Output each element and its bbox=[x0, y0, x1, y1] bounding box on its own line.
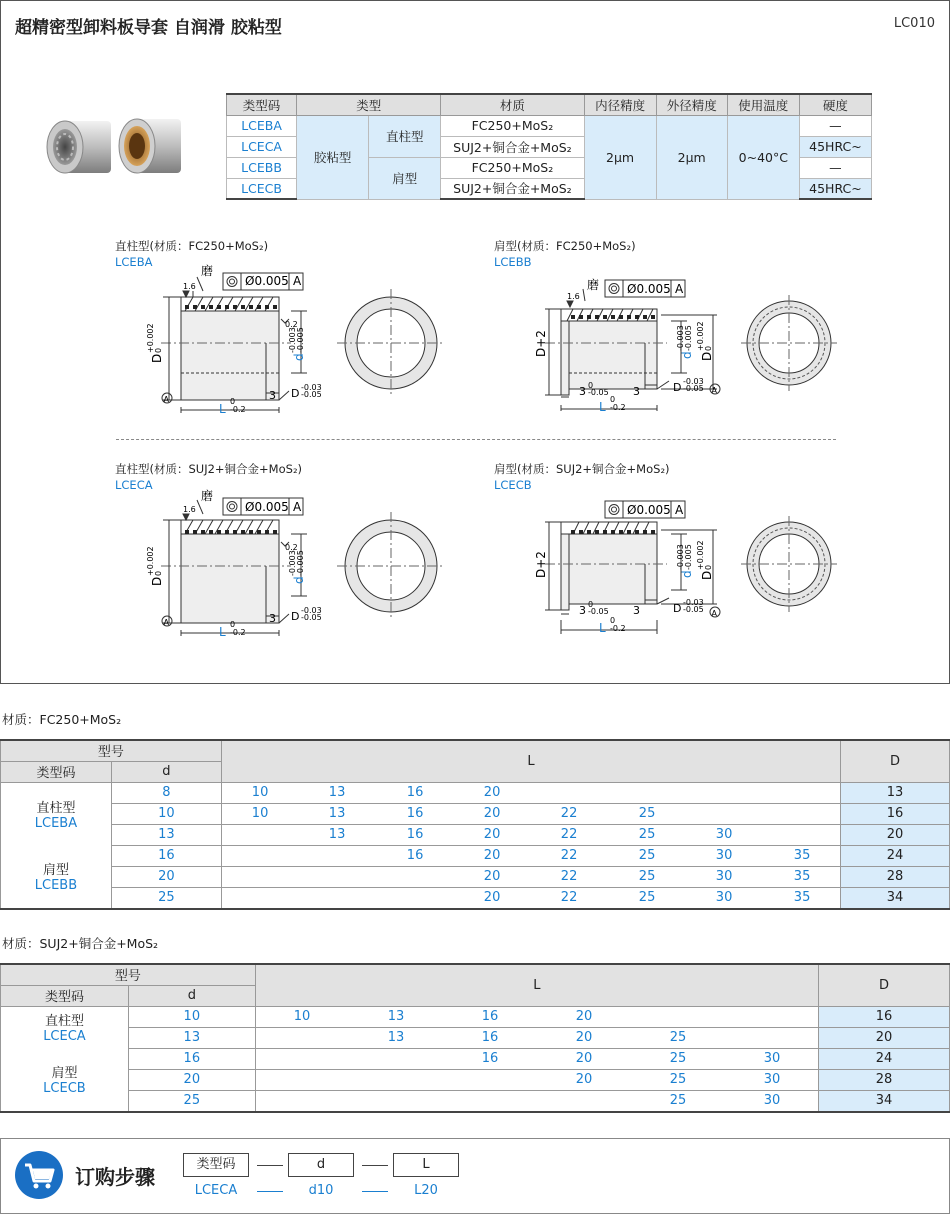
dim-D-lower: 0 bbox=[704, 345, 713, 351]
spec-table bbox=[226, 93, 872, 200]
dim-D-end-upper: -0.03 bbox=[683, 598, 704, 607]
L-value: 30 bbox=[763, 1050, 781, 1066]
dim-d-lower: -0.005 bbox=[684, 544, 693, 570]
dim-D-upper: +0.002 bbox=[696, 540, 705, 570]
order-steps bbox=[0, 1138, 950, 1214]
type-group bbox=[1, 845, 112, 909]
roughness-label: 1.6 bbox=[567, 292, 580, 301]
L-value: 35 bbox=[793, 868, 811, 884]
product-photo bbox=[43, 113, 193, 183]
L-value: 25 bbox=[638, 847, 656, 863]
hdr-model: 型号 bbox=[1, 740, 222, 761]
drawing-title: 肩型(材质：FC250+MoS₂) bbox=[494, 239, 636, 253]
L-value: 20 bbox=[483, 847, 501, 863]
L-values bbox=[221, 782, 840, 803]
L-value: 20 bbox=[575, 1029, 593, 1045]
geo-tolerance: Ø0.005 bbox=[245, 274, 289, 288]
D-value: 16 bbox=[819, 1006, 950, 1027]
page-code: LC010 bbox=[893, 16, 935, 31]
hdr-L: L bbox=[221, 740, 840, 782]
D-value: 16 bbox=[841, 803, 950, 824]
order-field-L: L bbox=[393, 1153, 459, 1177]
spec-header: 硬度 bbox=[799, 94, 871, 115]
geo-tolerance: Ø0.005 bbox=[627, 282, 671, 296]
order-field-d: d bbox=[288, 1153, 354, 1177]
spec-hardness: 45HRC~ bbox=[799, 136, 871, 157]
hdr-d: d bbox=[111, 761, 221, 782]
L-value: 25 bbox=[638, 868, 656, 884]
geo-tolerance: Ø0.005 bbox=[245, 500, 289, 514]
L-value: 16 bbox=[406, 805, 424, 821]
D-value: 20 bbox=[819, 1027, 950, 1048]
L-value: 20 bbox=[575, 1050, 593, 1066]
L-values bbox=[221, 824, 840, 845]
dim-L-upper: 0 bbox=[610, 616, 616, 625]
order-separator bbox=[362, 1165, 388, 1166]
hdr-model: 型号 bbox=[1, 964, 256, 985]
L-value: 35 bbox=[793, 847, 811, 863]
spec-material: FC250+MoS₂ bbox=[441, 157, 584, 178]
type-name: 直柱型 bbox=[36, 800, 76, 816]
dim-3: 3 bbox=[269, 612, 276, 625]
drawing-divider bbox=[116, 439, 836, 440]
L-values bbox=[221, 845, 840, 866]
order-example-type-code: LCECA bbox=[194, 1183, 238, 1198]
dim-3: 3 bbox=[633, 604, 640, 617]
spec-header: 使用温度 bbox=[727, 94, 799, 115]
dim-L-lower: -0.2 bbox=[230, 405, 246, 414]
dim-D: D bbox=[150, 353, 164, 363]
L-value: 35 bbox=[793, 889, 811, 905]
drawing-title: 肩型(材质：SUJ2+铜合金+MoS₂) bbox=[494, 462, 670, 476]
drawing-shoulder-1 bbox=[521, 263, 841, 423]
dim-D-end-upper: -0.03 bbox=[683, 377, 704, 386]
d-value: 8 bbox=[111, 782, 221, 803]
type-name: 肩型 bbox=[51, 1066, 78, 1082]
dim-L: L bbox=[599, 400, 606, 414]
L-value: 30 bbox=[715, 889, 733, 905]
dim-L: L bbox=[599, 621, 606, 635]
spec-material: FC250+MoS₂ bbox=[441, 115, 584, 136]
dim-d-upper: -0.003 bbox=[676, 544, 685, 570]
drawing-straight-1 bbox=[141, 263, 471, 423]
L-value: 13 bbox=[328, 805, 346, 821]
dim-D-end: D bbox=[673, 381, 682, 394]
spec-type-sub: 直柱型 bbox=[369, 115, 441, 157]
spec-header: 材质 bbox=[441, 94, 584, 115]
D-value: 34 bbox=[841, 887, 950, 909]
L-value: 25 bbox=[669, 1029, 687, 1045]
spec-row bbox=[227, 115, 872, 136]
dim-L-upper: 0 bbox=[230, 397, 236, 406]
d-value: 10 bbox=[111, 803, 221, 824]
L-values bbox=[255, 1069, 818, 1090]
type-code: LCECB bbox=[43, 1081, 86, 1097]
dim-D-end: D bbox=[291, 387, 300, 400]
L-value: 30 bbox=[763, 1071, 781, 1087]
L-value: 16 bbox=[481, 1029, 499, 1045]
dim-D-end-lower: -0.05 bbox=[683, 605, 704, 614]
grind-label: 磨 bbox=[201, 489, 214, 503]
D-value: 13 bbox=[841, 782, 950, 803]
dim-d-lower: -0.005 bbox=[684, 325, 693, 351]
L-value: 22 bbox=[560, 805, 578, 821]
dim-D-lower: 0 bbox=[704, 564, 713, 570]
D-value: 24 bbox=[819, 1048, 950, 1069]
order-example-separator bbox=[362, 1191, 388, 1192]
dim-D-upper: +0.002 bbox=[696, 321, 705, 351]
datum-marker: A bbox=[163, 618, 169, 627]
size-table-fc250 bbox=[0, 739, 950, 910]
L-values bbox=[221, 887, 840, 909]
dim-d-lower: -0.005 bbox=[296, 550, 305, 576]
spec-header: 类型 bbox=[297, 94, 441, 115]
order-example-L: L20 bbox=[414, 1183, 438, 1198]
spec-type-main: 胶粘型 bbox=[297, 115, 369, 199]
L-value: 25 bbox=[638, 805, 656, 821]
drawing-code: LCEBA bbox=[115, 255, 153, 269]
dim-D-lower: 0 bbox=[154, 347, 163, 353]
L-value: 20 bbox=[483, 889, 501, 905]
L-value: 16 bbox=[406, 784, 424, 800]
type-group bbox=[1, 782, 112, 845]
hdr-D: D bbox=[819, 964, 950, 1006]
dim-Dplus2: D+2 bbox=[534, 551, 548, 578]
L-value: 13 bbox=[387, 1029, 405, 1045]
dim-3-lower: -0.05 bbox=[588, 607, 609, 616]
dim-L-lower: -0.2 bbox=[610, 624, 626, 633]
d-value: 13 bbox=[128, 1027, 255, 1048]
datum-marker: A bbox=[711, 386, 717, 395]
spec-inner-precision: 2μm bbox=[584, 115, 656, 199]
L-value: 10 bbox=[251, 805, 269, 821]
order-separator bbox=[257, 1165, 283, 1166]
dim-L-upper: 0 bbox=[230, 620, 236, 629]
drawing-code: LCECA bbox=[115, 478, 153, 492]
spec-code: LCEBB bbox=[227, 157, 297, 178]
datum-label: A bbox=[293, 274, 302, 288]
dim-D: D bbox=[700, 351, 714, 361]
order-example-separator bbox=[257, 1191, 283, 1192]
order-title: 订购步骤 bbox=[75, 1165, 155, 1189]
order-example-d: d10 bbox=[308, 1183, 334, 1198]
dim-d-lower: -0.005 bbox=[296, 327, 305, 353]
L-value: 20 bbox=[575, 1071, 593, 1087]
spec-hardness: 45HRC~ bbox=[799, 178, 871, 199]
dim-d: d bbox=[292, 353, 306, 361]
D-value: 24 bbox=[841, 845, 950, 866]
L-value: 20 bbox=[483, 826, 501, 842]
dim-3-shoulder: 3 bbox=[579, 385, 586, 398]
material-caption: 材质：SUJ2+铜合金+MoS₂ bbox=[2, 936, 159, 951]
dim-d: d bbox=[680, 570, 694, 578]
spec-type-sub: 肩型 bbox=[369, 157, 441, 199]
spec-code: LCEBA bbox=[227, 115, 297, 136]
datum-marker: A bbox=[163, 395, 169, 404]
spec-hardness: — bbox=[799, 157, 871, 178]
D-value: 28 bbox=[819, 1069, 950, 1090]
type-code: LCEBB bbox=[34, 878, 78, 894]
d-value: 16 bbox=[128, 1048, 255, 1069]
L-value: 16 bbox=[406, 826, 424, 842]
spec-hardness: — bbox=[799, 115, 871, 136]
dim-3-shoulder: 3 bbox=[579, 604, 586, 617]
L-values bbox=[221, 803, 840, 824]
dim-D-upper: +0.002 bbox=[146, 546, 155, 576]
L-value: 22 bbox=[560, 847, 578, 863]
material-caption: 材质：FC250+MoS₂ bbox=[2, 712, 122, 727]
d-value: 20 bbox=[111, 866, 221, 887]
datum-label: A bbox=[675, 503, 684, 517]
d-value: 25 bbox=[128, 1090, 255, 1112]
drawing-code: LCECB bbox=[494, 478, 532, 492]
drawing-code: LCEBB bbox=[494, 255, 532, 269]
D-value: 34 bbox=[819, 1090, 950, 1112]
L-values bbox=[255, 1027, 818, 1048]
dim-d-upper: -0.003 bbox=[288, 550, 297, 576]
datum-marker: A bbox=[711, 609, 717, 618]
drawing-title: 直柱型(材质：SUJ2+铜合金+MoS₂) bbox=[115, 462, 303, 476]
drawing-straight-2 bbox=[141, 486, 471, 646]
spec-material: SUJ2+铜合金+MoS₂ bbox=[441, 178, 584, 199]
roughness-label: 0.2 bbox=[285, 320, 298, 329]
spec-header: 类型码 bbox=[227, 94, 297, 115]
dim-d-upper: -0.003 bbox=[676, 325, 685, 351]
L-values bbox=[255, 1006, 818, 1027]
dim-3-lower: -0.05 bbox=[588, 388, 609, 397]
dim-D-end-lower: -0.05 bbox=[301, 390, 322, 399]
grind-label: 磨 bbox=[201, 264, 214, 278]
L-value: 30 bbox=[715, 868, 733, 884]
dim-D-end-lower: -0.05 bbox=[683, 384, 704, 393]
L-values bbox=[221, 866, 840, 887]
dim-3: 3 bbox=[269, 389, 276, 402]
type-code: LCECA bbox=[43, 1029, 86, 1045]
dim-D-lower: 0 bbox=[154, 570, 163, 576]
D-value: 28 bbox=[841, 866, 950, 887]
L-value: 25 bbox=[638, 826, 656, 842]
dim-D: D bbox=[700, 570, 714, 580]
spec-outer-precision: 2μm bbox=[656, 115, 727, 199]
type-code: LCEBA bbox=[34, 815, 78, 831]
d-value: 20 bbox=[128, 1069, 255, 1090]
L-value: 13 bbox=[328, 784, 346, 800]
dim-D-end-upper: -0.03 bbox=[301, 383, 322, 392]
dim-D-end-lower: -0.05 bbox=[301, 613, 322, 622]
L-value: 25 bbox=[669, 1071, 687, 1087]
spec-code: LCECB bbox=[227, 178, 297, 199]
spec-material: SUJ2+铜合金+MoS₂ bbox=[441, 136, 584, 157]
dim-D: D bbox=[150, 576, 164, 586]
L-value: 10 bbox=[293, 1008, 311, 1024]
spec-temperature: 0~40°C bbox=[727, 115, 799, 199]
L-value: 30 bbox=[763, 1092, 781, 1108]
L-value: 25 bbox=[638, 889, 656, 905]
dim-D-upper: +0.002 bbox=[146, 323, 155, 353]
dim-L: L bbox=[219, 625, 226, 639]
grind-label: 磨 bbox=[587, 278, 600, 292]
L-value: 22 bbox=[560, 889, 578, 905]
dim-D-end: D bbox=[673, 602, 682, 615]
L-value: 20 bbox=[575, 1008, 593, 1024]
d-value: 25 bbox=[111, 887, 221, 909]
dim-L-upper: 0 bbox=[610, 395, 616, 404]
L-value: 16 bbox=[481, 1008, 499, 1024]
spec-header: 外径精度 bbox=[656, 94, 727, 115]
roughness-label: 1.6 bbox=[183, 282, 196, 291]
L-value: 22 bbox=[560, 826, 578, 842]
hdr-type-code: 类型码 bbox=[1, 985, 129, 1006]
order-field-type-code: 类型码 bbox=[183, 1153, 249, 1177]
hdr-d: d bbox=[128, 985, 255, 1006]
hdr-type-code: 类型码 bbox=[1, 761, 112, 782]
L-value: 16 bbox=[481, 1050, 499, 1066]
drawing-title: 直柱型(材质：FC250+MoS₂) bbox=[115, 239, 269, 253]
size-table-suj2 bbox=[0, 963, 950, 1113]
roughness-label: 0.2 bbox=[285, 543, 298, 552]
hdr-D: D bbox=[841, 740, 950, 782]
drawing-shoulder-2 bbox=[521, 486, 841, 646]
type-name: 直柱型 bbox=[44, 1014, 84, 1030]
type-group bbox=[1, 1048, 129, 1112]
geo-tolerance: Ø0.005 bbox=[627, 503, 671, 517]
dim-3-upper: 0 bbox=[588, 381, 594, 390]
dim-L-lower: -0.2 bbox=[230, 628, 246, 637]
roughness-label: 1.6 bbox=[183, 505, 196, 514]
spec-header: 内径精度 bbox=[584, 94, 656, 115]
datum-label: A bbox=[293, 500, 302, 514]
L-value: 22 bbox=[560, 868, 578, 884]
spec-header-row bbox=[227, 94, 872, 115]
cart-icon bbox=[15, 1151, 63, 1199]
spec-code: LCECA bbox=[227, 136, 297, 157]
L-value: 25 bbox=[669, 1050, 687, 1066]
dim-D-end: D bbox=[291, 610, 300, 623]
page-title: 超精密型卸料板导套 自润滑 胶粘型 bbox=[15, 18, 282, 38]
d-value: 10 bbox=[128, 1006, 255, 1027]
L-value: 10 bbox=[251, 784, 269, 800]
L-value: 20 bbox=[483, 784, 501, 800]
dim-d: d bbox=[292, 576, 306, 584]
d-value: 13 bbox=[111, 824, 221, 845]
L-value: 30 bbox=[715, 826, 733, 842]
dim-D-end-upper: -0.03 bbox=[301, 606, 322, 615]
L-value: 20 bbox=[483, 868, 501, 884]
type-name: 肩型 bbox=[42, 863, 69, 879]
L-value: 13 bbox=[328, 826, 346, 842]
L-value: 16 bbox=[406, 847, 424, 863]
dim-Dplus2: D+2 bbox=[534, 330, 548, 357]
dim-3: 3 bbox=[633, 385, 640, 398]
L-value: 30 bbox=[715, 847, 733, 863]
type-group bbox=[1, 1006, 129, 1048]
dim-L: L bbox=[219, 402, 226, 416]
L-value: 25 bbox=[669, 1092, 687, 1108]
L-values bbox=[255, 1048, 818, 1069]
L-value: 13 bbox=[387, 1008, 405, 1024]
D-value: 20 bbox=[841, 824, 950, 845]
dim-d-upper: -0.003 bbox=[288, 327, 297, 353]
datum-label: A bbox=[675, 282, 684, 296]
hdr-L: L bbox=[255, 964, 818, 1006]
d-value: 16 bbox=[111, 845, 221, 866]
L-values bbox=[255, 1090, 818, 1112]
dim-3-upper: 0 bbox=[588, 600, 594, 609]
L-value: 20 bbox=[483, 805, 501, 821]
dim-d: d bbox=[680, 351, 694, 359]
dim-L-lower: -0.2 bbox=[610, 403, 626, 412]
